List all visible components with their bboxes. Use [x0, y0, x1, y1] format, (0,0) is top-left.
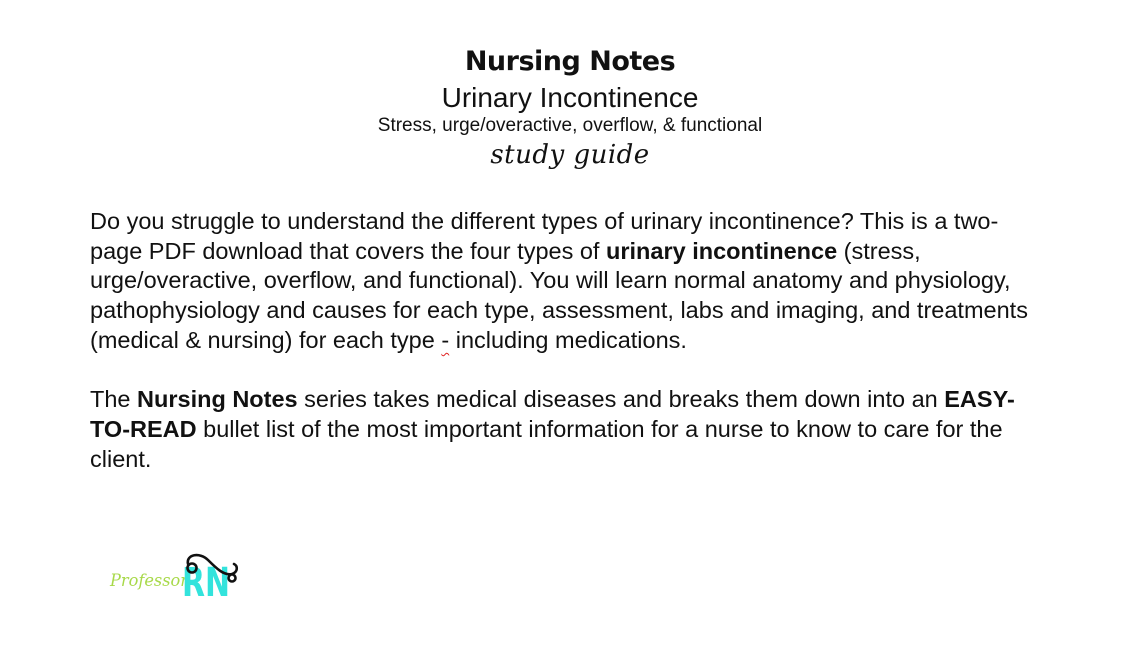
description-paragraph-1 — [90, 207, 1050, 356]
description-paragraph-2 — [90, 385, 1050, 474]
text-span: Do you struggle to understand the different types of urinary incontinence? This is a two-page PDF download that covers the four types of — [90, 208, 999, 264]
text-span: including medications. — [449, 326, 687, 353]
description-body — [90, 207, 1050, 474]
text-span: (stress, urge/overactive, overflow, and functional). You will learn normal anatomy and physiology, pathophysiology and causes for each type, assessment, labs and imaging, and treatments (medical & nursing) for each type — [90, 237, 1028, 353]
logo-script-text: Professor — [109, 571, 189, 591]
logo-rn-letters: RN — [182, 560, 230, 606]
text-span: series takes medical diseases and breaks them down into an — [297, 386, 945, 413]
text-span: The — [90, 386, 138, 413]
document-header — [0, 44, 1140, 170]
topic-subtitle: Stress, urge/overactive, overflow, & functional — [377, 115, 763, 136]
document-type-label: study guide — [490, 140, 650, 170]
text-span: bullet list of the most important information for a nurse to know to care for the client. — [90, 415, 1003, 472]
brand-title: Nursing Notes — [464, 46, 676, 77]
bold-phrase: Nursing Notes — [137, 386, 298, 413]
topic-title: Urinary Incontinence — [441, 82, 699, 113]
professor-rn-logo — [108, 550, 248, 606]
spellcheck-flagged-dash: - — [441, 326, 450, 353]
bold-phrase: EASY-TO-READ — [90, 386, 1015, 442]
bold-phrase: urinary incontinence — [606, 237, 838, 264]
